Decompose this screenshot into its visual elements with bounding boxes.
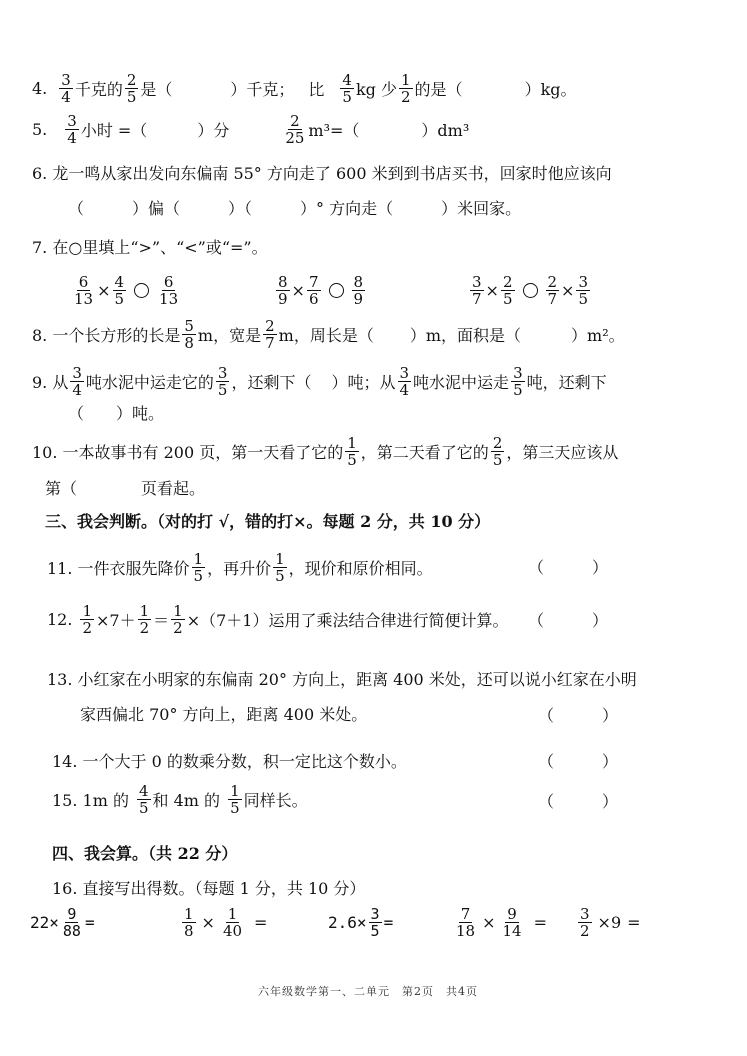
compare-circle[interactable]	[329, 283, 344, 298]
fraction: $\frac{8}{9}$	[278, 273, 288, 308]
question-6-line1: 6. 龙一鸣从家出发向东偏南 55° 方向走了 600 米到到书店买书，回家时他应该向	[32, 164, 612, 183]
answer-paren-13[interactable]: （ ）	[538, 706, 619, 725]
calc-5: $\frac{3}{2}$ ×9 =	[580, 905, 641, 940]
calc-4: $\frac{7}{18}$ × $\frac{9}{14}$ =	[456, 905, 547, 940]
calc-2: $\frac{1}{8}$ × $\frac{1}{40}$ =	[184, 905, 268, 940]
fraction: $\frac{1}{5}$	[275, 550, 285, 585]
fraction: $\frac{1}{5}$	[193, 550, 204, 585]
section-4-heading: 四、我会算。（共 22 分）	[52, 844, 238, 863]
page-footer: 六年级数学第一、二单元 第2页 共4页	[258, 985, 478, 998]
fraction: $\frac{2}{5}$	[502, 273, 513, 308]
question-16-title: 16. 直接写出得数。（每题 1 分，共 10 分）	[52, 879, 366, 898]
fraction: $\frac{3}{4}$	[399, 364, 410, 399]
question-5: 5. $\frac{3}{4}$ 小时 =（ ）分 $\frac{2}{25}$ m³=（ ）dm³	[32, 112, 470, 147]
fraction: $\frac{2}{5}$	[492, 434, 503, 469]
answer-paren-15[interactable]: （ ）	[538, 792, 619, 811]
fraction: $\frac{1}{2}$	[401, 71, 411, 106]
fraction: $\frac{3}{4}$	[61, 71, 71, 106]
question-12: 12. $\frac{1}{2}$ ×7＋ $\frac{1}{2}$ ＝ $\frac{1}{2}$ ×（7＋1）运用了乘法结合律进行简便计算。	[47, 602, 509, 637]
fraction: $\frac{2}{7}$	[547, 273, 558, 308]
fraction: $\frac{2}{5}$	[126, 71, 137, 106]
fraction: $\frac{4}{5}$	[138, 782, 149, 817]
compare-b: $\frac{8}{9}$ × $\frac{7}{6}$ $\frac{8}{9}$	[278, 273, 364, 308]
fraction: $\frac{3}{5}$	[578, 273, 588, 308]
fraction: $\frac{1}{40}$	[222, 905, 243, 940]
fraction: $\frac{1}{8}$	[184, 905, 194, 940]
fraction: $\frac{1}{2}$	[173, 602, 183, 637]
answer-paren-12[interactable]: （ ）	[528, 611, 609, 630]
fraction: $\frac{3}{5}$	[217, 364, 228, 399]
answer-paren-11[interactable]: （ ）	[528, 558, 609, 577]
question-10-line2: 第（ 页看起。	[45, 479, 206, 498]
compare-circle[interactable]	[523, 283, 538, 298]
fraction: $\frac{1}{2}$	[139, 602, 150, 637]
question-14: 14. 一个大于 0 的数乘分数，积一定比这个数小。	[52, 752, 407, 771]
fraction: $\frac{2}{7}$	[265, 317, 275, 352]
fraction: $\frac{3}{5}$	[513, 364, 523, 399]
compare-circle[interactable]	[134, 283, 149, 298]
fraction: $\frac{3}{7}$	[472, 273, 482, 308]
calc-1: 22× $\frac{9}{88}$ =	[30, 905, 95, 940]
question-4: 4. $\frac{3}{4}$ 千克的 $\frac{2}{5}$ 是（ ）千克； 比 $\frac{4}{5}$ kg 少 $\frac{1}{2}$ 的是（ ）kg。	[32, 71, 577, 106]
question-13-line1: 13. 小红家在小明家的东偏南 20° 方向上，距离 400 米处，还可以说小红家在小明	[47, 670, 637, 689]
question-11: 11. 一件衣服先降价 $\frac{1}{5}$ ，再升价 $\frac{1}{5}$ ，现价和原价相同。	[47, 550, 433, 585]
question-15: 15. 1m 的 $\frac{4}{5}$ 和 4m 的 $\frac{1}{5}$ 同样长。	[52, 782, 308, 817]
fraction: $\frac{8}{9}$	[353, 273, 364, 308]
fraction: $\frac{9}{14}$	[502, 905, 522, 940]
question-8: 8. 一个长方形的长是 $\frac{5}{8}$ m，宽是 $\frac{2}{7}$ m，周长是（ ）m，面积是（ ）m²。	[32, 317, 625, 352]
fraction: $\frac{1}{2}$	[82, 602, 92, 637]
fraction: $\frac{1}{5}$	[230, 782, 240, 817]
fraction: $\frac{7}{18}$	[456, 905, 476, 940]
question-13-line2: 家西偏北 70° 方向上，距离 400 米处。	[80, 705, 368, 724]
fraction: $\frac{3}{4}$	[67, 112, 77, 147]
fraction: $\frac{6}{13}$	[74, 273, 94, 308]
answer-paren-14[interactable]: （ ）	[538, 752, 619, 771]
question-6-line2: （ ）偏（ ）（ ）° 方向走（ ）米回家。	[68, 199, 522, 218]
fraction: $\frac{5}{8}$	[184, 317, 194, 352]
fraction: $\frac{2}{25}$	[285, 112, 305, 147]
question-7-title: 7. 在○里填上“>”、“<”或“=”。	[32, 238, 268, 257]
fraction: $\frac{3}{2}$	[580, 905, 590, 940]
fraction: $\frac{4}{5}$	[114, 273, 125, 308]
calc-3: 2.6× $\frac{3}{5}$ =	[328, 905, 394, 940]
fraction: $\frac{3}{4}$	[72, 364, 82, 399]
compare-c: $\frac{3}{7}$ × $\frac{2}{5}$ $\frac{2}{7}$ × $\frac{3}{5}$	[472, 273, 588, 308]
fraction: $\frac{6}{13}$	[159, 273, 179, 308]
compare-a: $\frac{6}{13}$ × $\frac{4}{5}$ $\frac{6}{13}$	[74, 273, 179, 308]
question-9-line1: 9. 从 $\frac{3}{4}$ 吨水泥中运走它的 $\frac{3}{5}$ ，还剩下（ ）吨；从 $\frac{3}{4}$ 吨水泥中运走 $\frac{3}{5}$ 吨，还剩下	[32, 364, 607, 399]
fraction: $\frac{4}{5}$	[342, 71, 352, 106]
fraction: $\frac{7}{6}$	[308, 273, 319, 308]
question-9-line2: （ ）吨。	[68, 404, 165, 423]
fraction: $\frac{9}{88}$	[62, 905, 81, 940]
fraction: $\frac{3}{5}$	[370, 905, 380, 940]
fraction: $\frac{1}{5}$	[347, 434, 357, 469]
question-10-line1: 10. 一本故事书有 200 页，第一天看了它的 $\frac{1}{5}$ ，第二天看了它的 $\frac{2}{5}$ ，第三天应该从	[32, 434, 619, 469]
section-3-heading: 三、我会判断。（对的打 √，错的打×。每题 2 分，共 10 分）	[45, 512, 491, 531]
